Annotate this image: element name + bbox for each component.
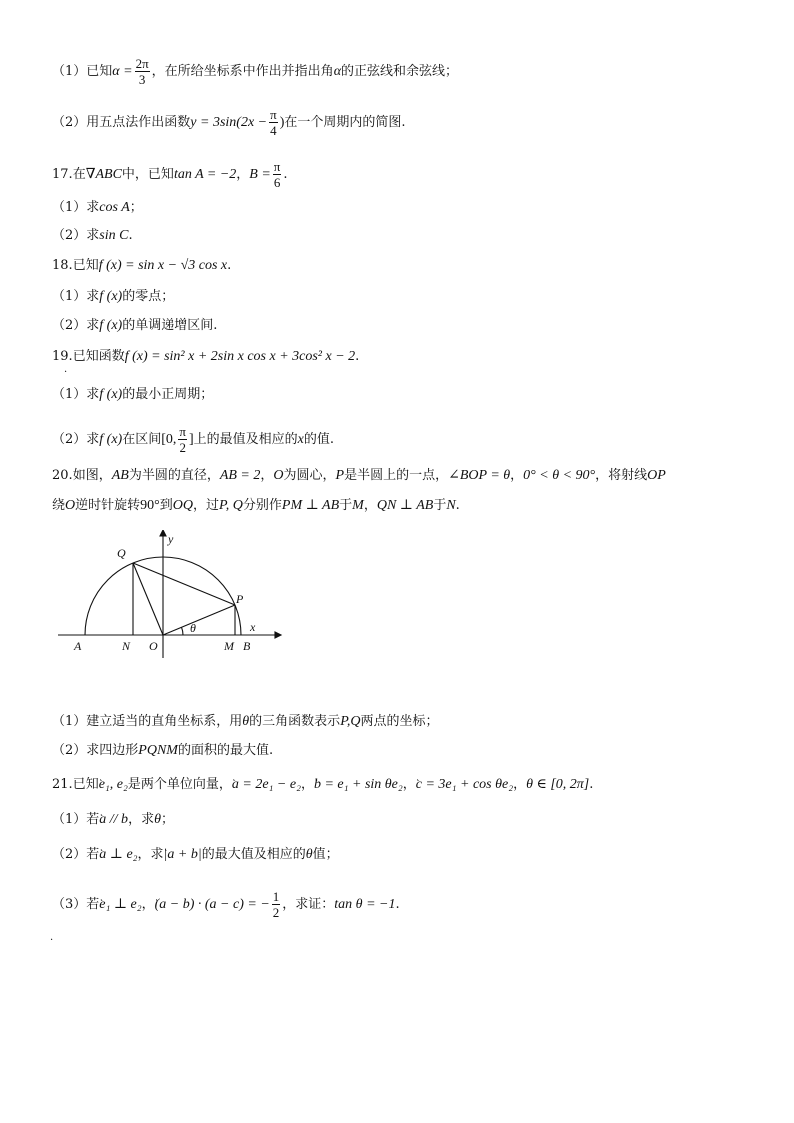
fraction-pi-6: $\frac{\pi}{6}$ <box>273 159 281 190</box>
label-O: O <box>149 639 158 653</box>
q21-part3: （3）若˛ e₁ ⊥ e₂，˛ (a − b) · (a − c) = − $\frac{1}{2}$ ，求证：tan θ = −1. <box>52 890 400 919</box>
label-M: M <box>224 639 234 653</box>
fraction-1-2: $\frac{1}{2}$ <box>272 889 280 920</box>
q16-part2: （2）用五点法作出函数y = 3sin(2x − $\frac{\pi}{4}$ )在一个周期内的简图. <box>52 107 406 138</box>
q20-part2: （2）求四边形PQNM的面积的最大值. <box>52 743 274 758</box>
alpha-expr: α = <box>112 64 133 79</box>
q20-stem-line1: 20.如图，AB为半圆的直径，AB = 2，O为圆心，P是半圆上的一点，∠BOP = θ，0° < θ < 90°，将射线OP <box>52 468 666 483</box>
fraction-2pi-3: $\frac{2\pi}{3}$ <box>135 56 149 87</box>
q16-part1: （1）已知α = $\frac{2\pi}{3}$ ，在所给坐标系中作出并指出角α的正弦线和余弦线； <box>52 56 459 87</box>
q17-part2: （2）求sin C. <box>52 228 133 243</box>
theta-arc <box>182 627 184 635</box>
q21-part1: （1）若˛ a // b，求θ； <box>52 811 174 829</box>
label-Q: Q <box>117 546 126 560</box>
segment-OP <box>163 605 235 635</box>
q18-stem: 18.已知f (x) = sin x − √3 cos x. <box>52 258 232 273</box>
x-axis-arrow <box>275 632 281 638</box>
label-theta: θ <box>190 621 196 635</box>
q21-stem: 21.已知˛ e₁, e₂是两个单位向量，˛ a = 2e₁ − e₂，˛ b = e₁ + sin θe₂，˛ c = 3e₁ + cos θe₂，θ ∈ [0, 2π]. <box>52 776 593 794</box>
q20-stem-line2: 绕O逆时针旋转90°到OQ，过P, Q分别作PM ⊥ AB于M，QN ⊥ AB于N. <box>52 498 460 513</box>
fraction-pi-2: $\frac{\pi}{2}$ <box>179 424 186 455</box>
label-A: A <box>74 639 82 653</box>
label-B: B <box>243 639 251 653</box>
q17-stem: 17.在∇ABC中，已知tan A = −2，B = $\frac{\pi}{6}$ . <box>52 159 288 190</box>
label-N: N <box>122 639 131 653</box>
fraction-pi-4: $\frac{\pi}{4}$ <box>270 107 277 138</box>
footer-dot: . <box>50 932 54 943</box>
q19-stem: 19.已知函数f (x) = sin² x + 2sin x cos x + 3cos² x − 2. <box>52 349 360 364</box>
label-x: x <box>250 620 256 634</box>
q19-part2: （2）求f (x)在区间[0, $\frac{\pi}{2}$ ]上的最值及相应的x的值. <box>52 424 335 455</box>
semicircle-figure <box>50 530 290 660</box>
y-axis-arrow <box>160 530 166 536</box>
q17-part1: （1）求cos A； <box>52 200 143 215</box>
stray-dot: . <box>64 364 68 375</box>
q20-part1: （1）建立适当的直角坐标系，用θ的三角函数表示P,Q两点的坐标； <box>52 714 439 729</box>
q18-part2: （2）求f (x)的单调递增区间. <box>52 318 218 333</box>
q19-part1: （1）求f (x)的最小正周期； <box>52 387 214 402</box>
q18-part1: （1）求f (x)的零点； <box>52 289 175 304</box>
q21-part2: （2）若˛ a ⊥ e₂，求˛ |a + b|的最大值及相应的θ值； <box>52 846 339 864</box>
label-P: P <box>236 592 244 606</box>
label-y: y <box>168 532 174 546</box>
